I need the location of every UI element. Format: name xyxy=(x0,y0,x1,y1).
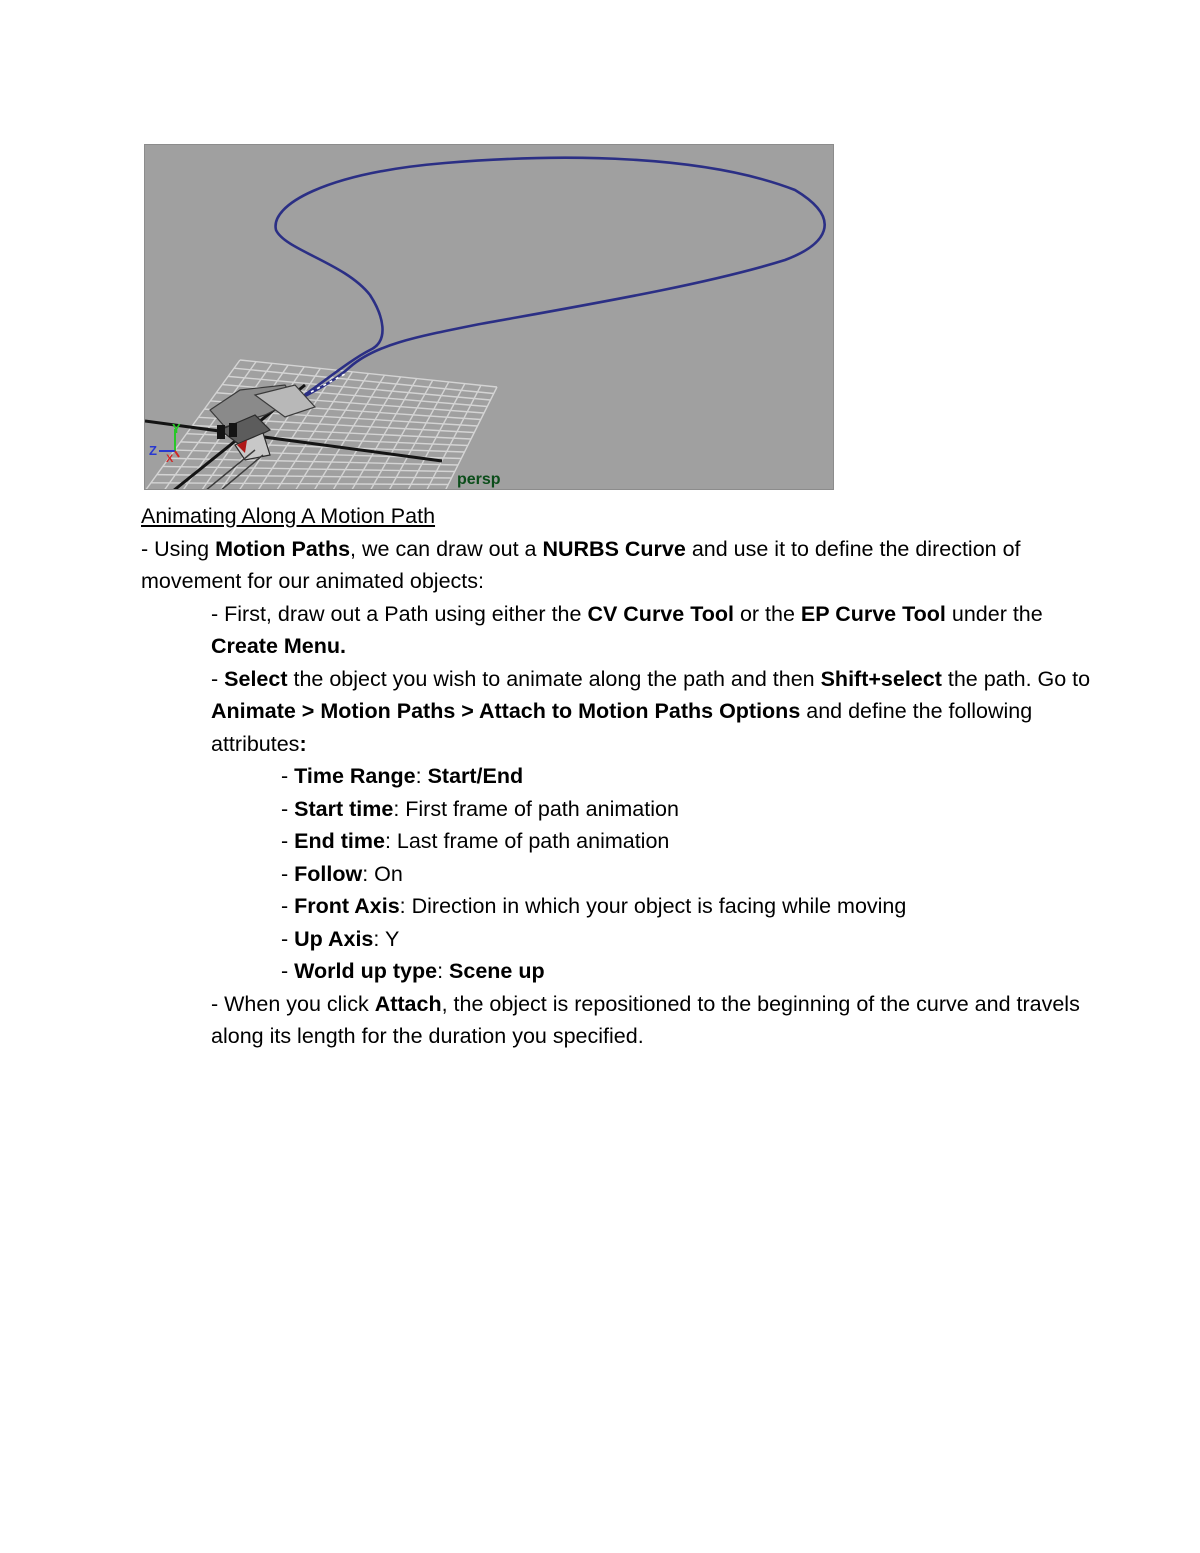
axis-label-x: X xyxy=(166,453,174,465)
attribute-item xyxy=(141,825,1101,858)
attribute-separator: : xyxy=(373,926,385,951)
step1-text-1: - First, draw out a Path using either the xyxy=(211,601,588,626)
step1-text-2: or the xyxy=(733,601,801,626)
attribute-name: Up Axis xyxy=(294,926,374,951)
attribute-value: Y xyxy=(384,926,400,951)
intro-bold-nurbs-curve: NURBS Curve xyxy=(542,536,686,561)
attribute-dash: - xyxy=(281,959,295,983)
attribute-separator: : xyxy=(437,959,450,983)
attribute-separator: : xyxy=(415,764,428,788)
attribute-dash: - xyxy=(281,829,295,853)
attribute-name: Front Axis xyxy=(294,894,400,918)
maya-viewport-screenshot xyxy=(144,144,834,490)
intro-bold-motion-paths: Motion Paths xyxy=(215,536,351,561)
attribute-separator: : xyxy=(393,796,406,821)
attribute-name: End time xyxy=(294,829,385,853)
step2-text-2: the object you wish to animate along the path and then xyxy=(287,666,821,691)
attribute-name: Start time xyxy=(294,796,394,821)
intro-text-1: - Using xyxy=(141,536,216,561)
step1-text-3: under the xyxy=(945,601,1043,626)
attribute-item xyxy=(141,890,1101,923)
step2-text-3: the path. Go to xyxy=(941,666,1091,691)
step-draw-path xyxy=(141,598,1101,663)
attribute-dash: - xyxy=(281,894,295,918)
step2-text-4: and define the following attributes xyxy=(211,699,1033,756)
viewport-scene xyxy=(145,145,834,490)
step-attach-result xyxy=(141,988,1101,1053)
attribute-item xyxy=(141,955,1101,988)
axis-label-z: Z xyxy=(149,443,157,458)
step1-bold-ep-curve-tool: EP Curve Tool xyxy=(800,601,946,626)
step3-text-1: - When you click xyxy=(211,991,375,1016)
step2-bold-select: Select xyxy=(224,666,288,691)
attribute-separator: : xyxy=(384,829,397,853)
step1-bold-cv-curve-tool: CV Curve Tool xyxy=(587,601,734,626)
intro-text-3: and use it to define the direction of movement for our animated objects: xyxy=(141,536,1021,593)
intro-paragraph xyxy=(141,533,1101,598)
attribute-value: On xyxy=(374,861,403,886)
step2-text-1: - xyxy=(211,666,225,691)
attribute-item xyxy=(141,760,1101,793)
attribute-value: First frame of path animation xyxy=(405,796,679,821)
step-attach-path xyxy=(141,663,1101,761)
attribute-separator: : xyxy=(362,861,375,886)
step2-bold-shift-select: Shift+select xyxy=(820,666,942,691)
attribute-value: Last frame of path animation xyxy=(396,829,670,853)
attribute-item xyxy=(141,793,1101,826)
step2-bold-menu-path: Animate > Motion Paths > Attach to Motion Paths Options xyxy=(211,699,801,723)
camera-label: persp xyxy=(457,471,501,488)
attribute-list xyxy=(141,760,1101,988)
step2-bold-colon: : xyxy=(299,731,307,756)
intro-text-2: , we can draw out a xyxy=(350,536,543,561)
attribute-name: Follow xyxy=(294,861,363,886)
attribute-dash: - xyxy=(281,796,295,821)
step3-text-2: , the object is repositioned to the beginning of the curve and travels along its length for the duration you specified. xyxy=(211,991,1080,1048)
attribute-separator: : xyxy=(399,894,412,918)
step1-bold-create-menu: Create Menu. xyxy=(211,634,347,658)
step3-bold-attach: Attach xyxy=(374,991,442,1016)
document-body xyxy=(141,500,1101,1053)
attribute-dash: - xyxy=(281,764,295,788)
attribute-name: World up type xyxy=(294,959,438,983)
attribute-item xyxy=(141,858,1101,891)
attribute-name: Time Range xyxy=(294,764,416,788)
axis-label-y: Y xyxy=(172,421,181,436)
section-heading: Animating Along A Motion Path xyxy=(141,504,436,528)
attribute-item xyxy=(141,923,1101,956)
attribute-value: Scene up xyxy=(449,959,545,983)
attribute-value: Start/End xyxy=(427,764,524,788)
attribute-dash: - xyxy=(281,861,295,886)
attribute-value: Direction in which your object is facing while moving xyxy=(411,894,907,918)
attribute-dash: - xyxy=(281,926,295,951)
